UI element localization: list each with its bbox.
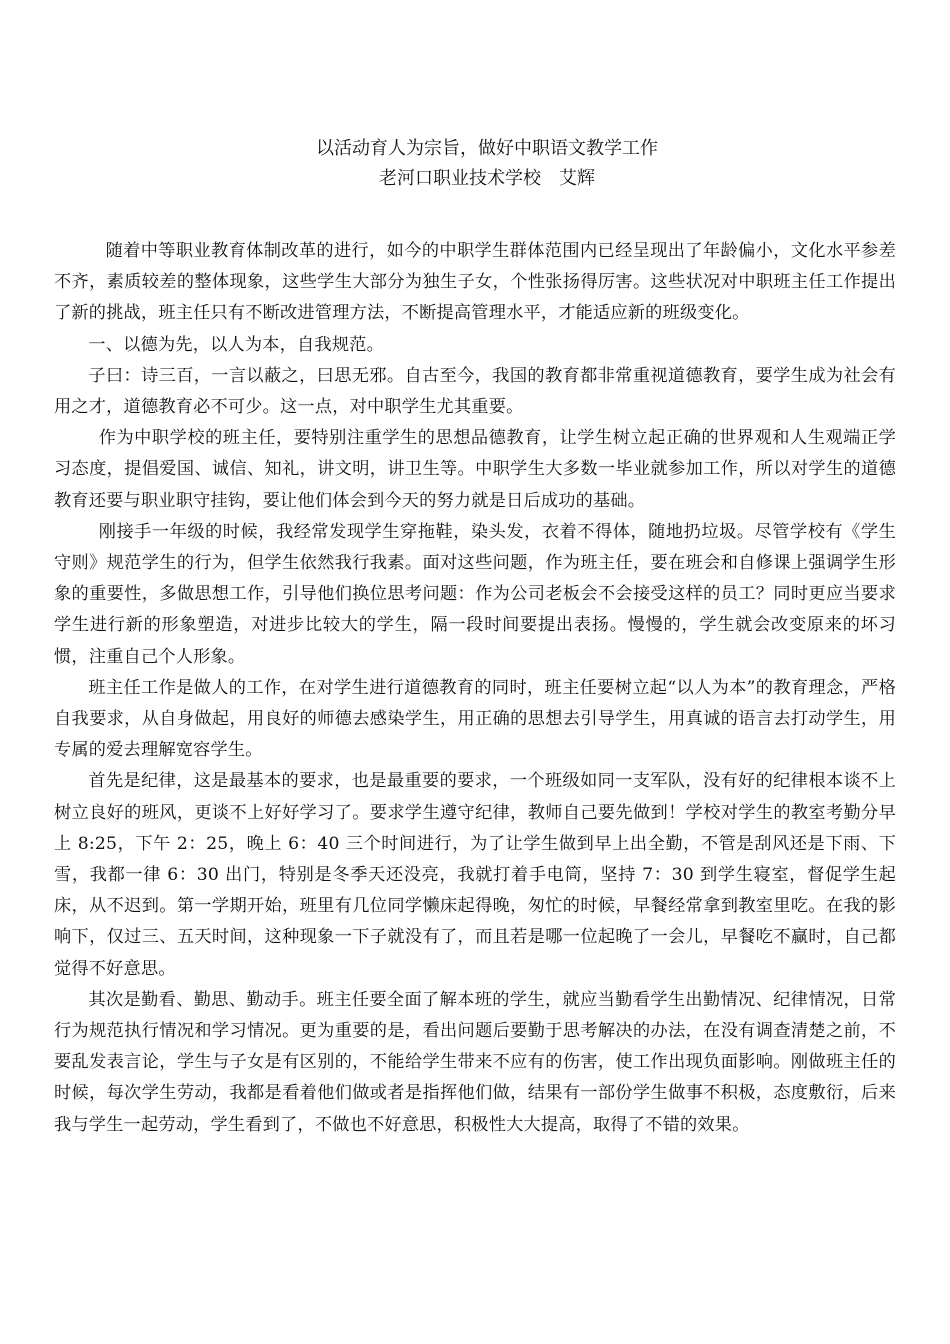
paragraph-people-oriented: 班主任工作是做人的工作，在对学生进行道德教育的同时，班主任要树立起“以人为本”的教育理念，严格自我要求，从自身做起，用良好的师德去感染学生，用正确的思想去引导学生，用真诚的语言去打动学生，用专属的爱去理解宽容学生。: [54, 677, 896, 761]
paragraph-confucius: 子曰：诗三百，一言以蔽之，曰思无邪。自古至今，我国的教育都非常重视道德教育，要学生成为社会有用之才，道德教育必不可少。这一点，对中职学生尤其重要。: [54, 365, 896, 418]
title-spacer: [54, 194, 896, 236]
paragraph-discipline: 首先是纪律，这是最基本的要求，也是最重要的要求，一个班级如同一支军队，没有好的纪律根本谈不上树立良好的班风，更谈不上好好学习了。要求学生遵守纪律，教师自己要先做到！学校对学生的教室考勤分早上 8:25，下午 2：25，晚上 6：40 三个时间进行，为了让学生做到早上出全勤，不管是刮风还是下雨、下雪，我都一律 6：30 出门，特别是冬季天还没亮，我就打着手电筒，坚持 7：30 到学生寝室，督促学生起床，从不迟到。第一学期开始，班里有几位同学懒床起得晚，匆忙的时候，早餐经常拿到教室里吃。在我的影响下，仅过三、五天时间，这种现象一下子就没有了，而且若是哪一位起晚了一会儿，早餐吃不赢时，自己都觉得不好意思。: [54, 771, 896, 979]
section-heading-1: 一、以德为先，以人为本，自我规范。: [88, 334, 384, 355]
document-author: 老河口职业技术学校 艾辉: [379, 168, 595, 189]
document-page: [54, 134, 896, 1141]
paragraph-diligence: 其次是勤看、勤思、勤动手。班主任要全面了解本班的学生，就应当勤看学生出勤情况、纪律情况，日常行为规范执行情况和学习情况。更为重要的是，看出问题后要勤于思考解决的办法，在没有调查清楚之前，不要乱发表言论，学生与子女是有区别的，不能给学生带来不应有的伤害，使工作出现负面影响。刚做班主任的时候，每次学生劳动，我都是看着他们做或者是指挥他们做，结果有一部份学生做事不积极，态度敷衍，后来我与学生一起劳动，学生看到了，不做也不好意思，积极性大大提高，取得了不错的效果。: [54, 989, 896, 1135]
paragraph-first-grade: 刚接手一年级的时候，我经常发现学生穿拖鞋，染头发，衣着不得体，随地扔垃圾。尽管学校有《学生守则》规范学生的行为，但学生依然我行我素。面对这些问题，作为班主任，要在班会和自修课上强调学生形象的重要性，多做思想工作，引导他们换位思考问题：作为公司老板会不会接受这样的员工？同时更应当要求学生进行新的形象塑造，对进步比较大的学生，隔一段时间要提出表扬。慢慢的，学生就会改变原来的坏习惯，注重自己个人形象。: [54, 521, 896, 667]
paragraph-intro: 随着中等职业教育体制改革的进行，如今的中职学生群体范围内已经呈现出了年龄偏小，文化水平参差不齐，素质较差的整体现象，这些学生大部分为独生子女，个性张扬得厉害。这些状况对中职班主任工作提出了新的挑战，班主任只有不断改进管理方法，不断提高管理水平，才能适应新的班级变化。: [54, 241, 896, 324]
document-title: 以活动育人为宗旨，做好中职语文教学工作: [316, 138, 658, 159]
paragraph-moral-education: 作为中职学校的班主任，要特别注重学生的思想品德教育，让学生树立起正确的世界观和人生观端正学习态度，提倡爱国、诚信、知礼，讲文明，讲卫生等。中职学生大多数一毕业就参加工作，所以对学生的道德教育还要与职业职守挂钩，要让他们体会到今天的努力就是日后成功的基础。: [54, 428, 896, 511]
